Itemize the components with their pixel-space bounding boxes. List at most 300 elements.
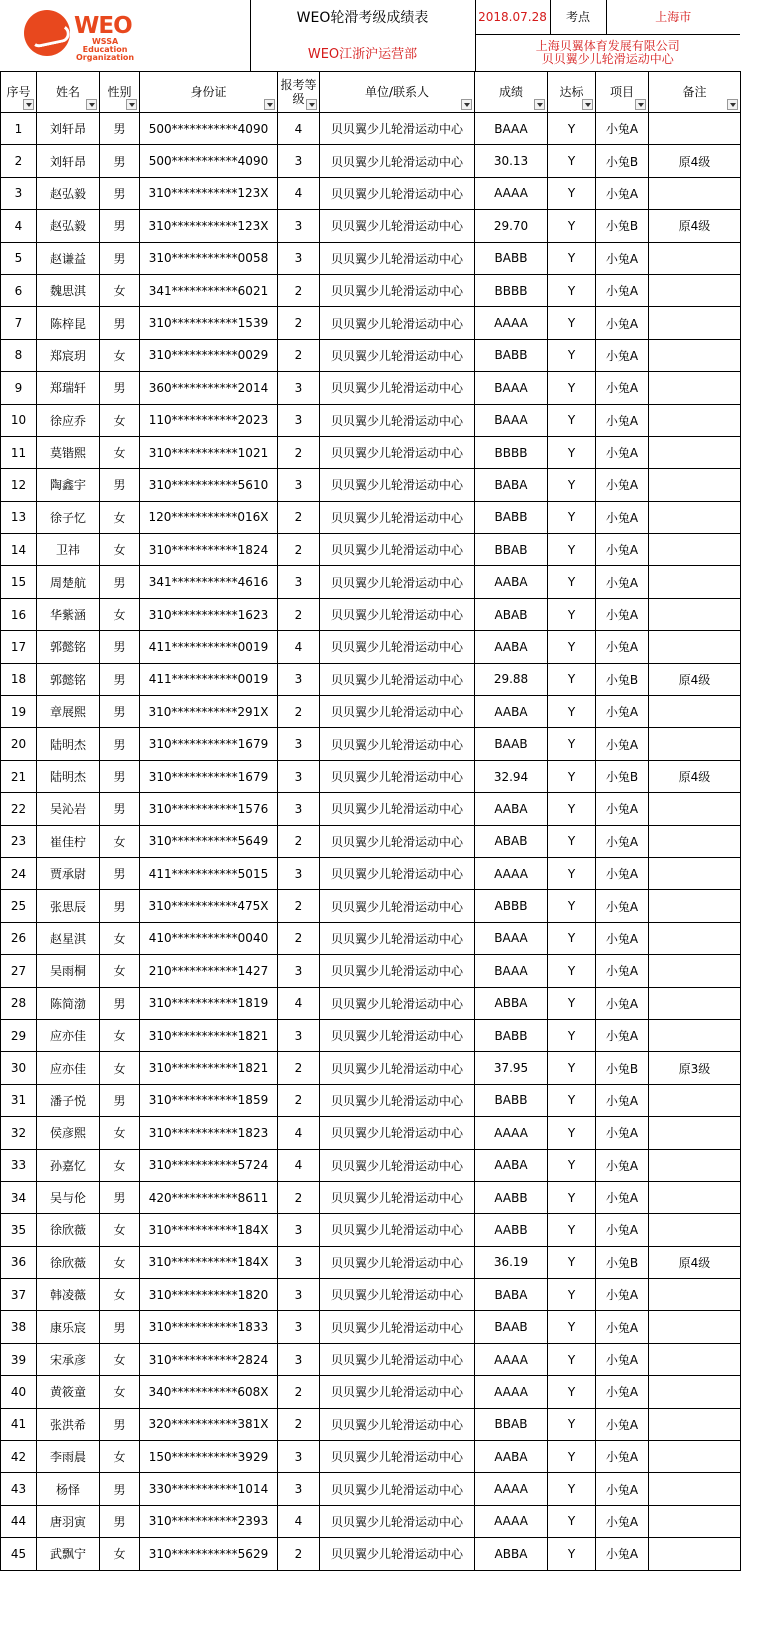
cell-remark — [649, 987, 741, 1019]
cell-name: 宋承彦 — [37, 1343, 100, 1375]
cell-gender: 男 — [100, 1473, 140, 1505]
table-row — [1, 825, 741, 857]
cell-gender: 男 — [100, 793, 140, 825]
cell-pass: Y — [548, 728, 596, 760]
filter-dropdown-icon[interactable] — [264, 99, 275, 110]
cell-remark — [649, 598, 741, 630]
cell-pass: Y — [548, 242, 596, 274]
cell-id: 340***********608X — [140, 1376, 278, 1408]
col-header-name[interactable]: 姓名 — [37, 72, 100, 113]
cell-unit: 贝贝翼少儿轮滑运动中心 — [320, 760, 475, 792]
table-row — [1, 1376, 741, 1408]
cell-level: 2 — [278, 1376, 320, 1408]
col-header-unit[interactable]: 单位/联系人 — [320, 72, 475, 113]
cell-level: 3 — [278, 566, 320, 598]
cell-pass: Y — [548, 1019, 596, 1051]
cell-name: 郑宸玥 — [37, 339, 100, 371]
cell-remark — [649, 339, 741, 371]
cell-score: BAAA — [475, 922, 548, 954]
table-row — [1, 436, 741, 468]
filter-dropdown-icon[interactable] — [461, 99, 472, 110]
cell-unit: 贝贝翼少儿轮滑运动中心 — [320, 145, 475, 177]
cell-remark: 原4级 — [649, 663, 741, 695]
cell-unit: 贝贝翼少儿轮滑运动中心 — [320, 1214, 475, 1246]
cell-unit: 贝贝翼少儿轮滑运动中心 — [320, 404, 475, 436]
cell-gender: 男 — [100, 728, 140, 760]
cell-unit: 贝贝翼少儿轮滑运动中心 — [320, 1408, 475, 1440]
cell-remark — [649, 1538, 741, 1570]
cell-gender: 男 — [100, 663, 140, 695]
cell-gender: 男 — [100, 566, 140, 598]
cell-name: 郑瑞轩 — [37, 372, 100, 404]
col-header-level[interactable]: 报考等级 — [278, 72, 320, 113]
table-row — [1, 501, 741, 533]
filter-dropdown-icon[interactable] — [727, 99, 738, 110]
table-row — [1, 1084, 741, 1116]
cell-gender: 男 — [100, 1408, 140, 1440]
cell-pass: Y — [548, 177, 596, 209]
cell-unit: 贝贝翼少儿轮滑运动中心 — [320, 113, 475, 145]
cell-id: 500***********4090 — [140, 113, 278, 145]
cell-unit: 贝贝翼少儿轮滑运动中心 — [320, 825, 475, 857]
cell-id: 320***********381X — [140, 1408, 278, 1440]
cell-item: 小兔B — [596, 1052, 649, 1084]
cell-item: 小兔A — [596, 922, 649, 954]
cell-level: 3 — [278, 1279, 320, 1311]
cell-unit: 贝贝翼少儿轮滑运动中心 — [320, 857, 475, 889]
cell-remark — [649, 1084, 741, 1116]
cell-id: 310***********1833 — [140, 1311, 278, 1343]
cell-score: AAAA — [475, 857, 548, 889]
cell-pass: Y — [548, 210, 596, 242]
cell-remark — [649, 1376, 741, 1408]
cell-score: AAAA — [475, 307, 548, 339]
cell-remark — [649, 1279, 741, 1311]
cell-name: 华紫涵 — [37, 598, 100, 630]
cell-seq: 32 — [1, 1117, 37, 1149]
cell-id: 120***********016X — [140, 501, 278, 533]
cell-pass: Y — [548, 1052, 596, 1084]
cell-remark: 原4级 — [649, 760, 741, 792]
cell-gender: 女 — [100, 534, 140, 566]
cell-score: AAAA — [475, 1505, 548, 1537]
cell-name: 侯彦熙 — [37, 1117, 100, 1149]
cell-level: 2 — [278, 1181, 320, 1213]
cell-id: 310***********1819 — [140, 987, 278, 1019]
cell-item: 小兔A — [596, 1311, 649, 1343]
cell-name: 周楚航 — [37, 566, 100, 598]
cell-pass: Y — [548, 534, 596, 566]
table-row — [1, 987, 741, 1019]
cell-item: 小兔A — [596, 339, 649, 371]
table-row — [1, 890, 741, 922]
cell-level: 4 — [278, 631, 320, 663]
cell-item: 小兔A — [596, 436, 649, 468]
cell-item: 小兔A — [596, 955, 649, 987]
cell-name: 郭懿铭 — [37, 631, 100, 663]
cell-level: 2 — [278, 501, 320, 533]
filter-dropdown-icon[interactable] — [86, 99, 97, 110]
cell-id: 310***********1679 — [140, 728, 278, 760]
cell-score: BABB — [475, 242, 548, 274]
cell-item: 小兔A — [596, 825, 649, 857]
cell-gender: 女 — [100, 1343, 140, 1375]
cell-unit: 贝贝翼少儿轮滑运动中心 — [320, 598, 475, 630]
score-table — [0, 71, 741, 1571]
cell-score: ABBA — [475, 987, 548, 1019]
cell-id: 310***********1820 — [140, 1279, 278, 1311]
cell-name: 徐子忆 — [37, 501, 100, 533]
cell-gender: 男 — [100, 145, 140, 177]
cell-unit: 贝贝翼少儿轮滑运动中心 — [320, 793, 475, 825]
cell-level: 2 — [278, 534, 320, 566]
filter-dropdown-icon[interactable] — [582, 99, 593, 110]
cell-level: 2 — [278, 1084, 320, 1116]
cell-id: 310***********123X — [140, 177, 278, 209]
table-row — [1, 534, 741, 566]
cell-seq: 2 — [1, 145, 37, 177]
cell-id: 410***********0040 — [140, 922, 278, 954]
cell-unit: 贝贝翼少儿轮滑运动中心 — [320, 631, 475, 663]
cell-pass: Y — [548, 598, 596, 630]
cell-name: 崔佳柠 — [37, 825, 100, 857]
cell-unit: 贝贝翼少儿轮滑运动中心 — [320, 1117, 475, 1149]
cell-level: 3 — [278, 663, 320, 695]
cell-gender: 男 — [100, 469, 140, 501]
cell-unit: 贝贝翼少儿轮滑运动中心 — [320, 469, 475, 501]
cell-gender: 男 — [100, 210, 140, 242]
cell-pass: Y — [548, 113, 596, 145]
cell-pass: Y — [548, 566, 596, 598]
cell-name: 莫锴熙 — [37, 436, 100, 468]
table-row — [1, 1181, 741, 1213]
cell-level: 4 — [278, 1505, 320, 1537]
cell-seq: 23 — [1, 825, 37, 857]
cell-item: 小兔A — [596, 1408, 649, 1440]
cell-pass: Y — [548, 1279, 596, 1311]
cell-seq: 24 — [1, 857, 37, 889]
cell-score: BAAA — [475, 113, 548, 145]
cell-seq: 10 — [1, 404, 37, 436]
cell-score: ABAB — [475, 598, 548, 630]
cell-remark — [649, 1181, 741, 1213]
cell-level: 3 — [278, 793, 320, 825]
cell-name: 卫祎 — [37, 534, 100, 566]
cell-item: 小兔A — [596, 1473, 649, 1505]
filter-dropdown-icon[interactable] — [534, 99, 545, 110]
cell-item: 小兔A — [596, 1117, 649, 1149]
cell-item: 小兔A — [596, 1376, 649, 1408]
cell-remark — [649, 890, 741, 922]
cell-seq: 25 — [1, 890, 37, 922]
cell-item: 小兔A — [596, 857, 649, 889]
table-row — [1, 307, 741, 339]
cell-seq: 20 — [1, 728, 37, 760]
cell-pass: Y — [548, 1343, 596, 1375]
cell-item: 小兔A — [596, 274, 649, 306]
cell-id: 310***********184X — [140, 1246, 278, 1278]
filter-dropdown-icon[interactable] — [23, 99, 34, 110]
table-row — [1, 728, 741, 760]
cell-level: 2 — [278, 339, 320, 371]
cell-pass: Y — [548, 404, 596, 436]
cell-unit: 贝贝翼少儿轮滑运动中心 — [320, 436, 475, 468]
cell-score: BAAA — [475, 404, 548, 436]
cell-seq: 44 — [1, 1505, 37, 1537]
table-row — [1, 1343, 741, 1375]
cell-item: 小兔A — [596, 1279, 649, 1311]
table-row — [1, 404, 741, 436]
cell-remark — [649, 1343, 741, 1375]
cell-remark — [649, 922, 741, 954]
cell-seq: 43 — [1, 1473, 37, 1505]
cell-seq: 5 — [1, 242, 37, 274]
cell-remark — [649, 436, 741, 468]
cell-remark — [649, 1149, 741, 1181]
cell-level: 4 — [278, 113, 320, 145]
cell-level: 3 — [278, 242, 320, 274]
cell-level: 2 — [278, 825, 320, 857]
cell-gender: 男 — [100, 890, 140, 922]
cell-level: 3 — [278, 404, 320, 436]
cell-name: 应亦佳 — [37, 1052, 100, 1084]
cell-remark — [649, 404, 741, 436]
cell-id: 330***********1014 — [140, 1473, 278, 1505]
cell-name: 陈梓昆 — [37, 307, 100, 339]
cell-pass: Y — [548, 631, 596, 663]
cell-seq: 36 — [1, 1246, 37, 1278]
cell-score: BAAB — [475, 1311, 548, 1343]
cell-seq: 42 — [1, 1441, 37, 1473]
cell-remark — [649, 372, 741, 404]
cell-id: 341***********6021 — [140, 274, 278, 306]
cell-gender: 男 — [100, 1181, 140, 1213]
cell-pass: Y — [548, 469, 596, 501]
cell-gender: 男 — [100, 1311, 140, 1343]
cell-gender: 女 — [100, 1279, 140, 1311]
cell-unit: 贝贝翼少儿轮滑运动中心 — [320, 1441, 475, 1473]
cell-pass: Y — [548, 696, 596, 728]
table-row — [1, 1538, 741, 1570]
cell-level: 3 — [278, 1343, 320, 1375]
cell-level: 2 — [278, 696, 320, 728]
exam-date: 2018.07.28 — [475, 0, 550, 34]
cell-remark — [649, 469, 741, 501]
cell-unit: 贝贝翼少儿轮滑运动中心 — [320, 663, 475, 695]
col-header-score[interactable]: 成绩 — [475, 72, 548, 113]
col-header-pass[interactable]: 达标 — [548, 72, 596, 113]
table-row — [1, 955, 741, 987]
cell-seq: 18 — [1, 663, 37, 695]
cell-name: 魏思淇 — [37, 274, 100, 306]
cell-score: BABB — [475, 1019, 548, 1051]
cell-name: 陆明杰 — [37, 728, 100, 760]
cell-gender: 女 — [100, 339, 140, 371]
cell-unit: 贝贝翼少儿轮滑运动中心 — [320, 1505, 475, 1537]
cell-id: 310***********1539 — [140, 307, 278, 339]
cell-seq: 12 — [1, 469, 37, 501]
cell-seq: 35 — [1, 1214, 37, 1246]
cell-item: 小兔A — [596, 728, 649, 760]
cell-gender: 女 — [100, 1214, 140, 1246]
cell-gender: 女 — [100, 598, 140, 630]
cell-seq: 29 — [1, 1019, 37, 1051]
exam-location-label: 考点 — [550, 0, 606, 34]
table-row — [1, 696, 741, 728]
cell-item: 小兔A — [596, 1538, 649, 1570]
cell-level: 2 — [278, 436, 320, 468]
cell-seq: 31 — [1, 1084, 37, 1116]
cell-id: 310***********475X — [140, 890, 278, 922]
cell-seq: 1 — [1, 113, 37, 145]
cell-id: 310***********1021 — [140, 436, 278, 468]
cell-pass: Y — [548, 501, 596, 533]
col-header-item[interactable]: 项目 — [596, 72, 649, 113]
company-info — [475, 34, 740, 71]
cell-item: 小兔A — [596, 469, 649, 501]
cell-item: 小兔B — [596, 1246, 649, 1278]
cell-item: 小兔A — [596, 307, 649, 339]
cell-seq: 8 — [1, 339, 37, 371]
cell-unit: 贝贝翼少儿轮滑运动中心 — [320, 1019, 475, 1051]
cell-item: 小兔A — [596, 1505, 649, 1537]
cell-pass: Y — [548, 890, 596, 922]
cell-item: 小兔A — [596, 1441, 649, 1473]
col-header-remark[interactable]: 备注 — [649, 72, 741, 113]
cell-score: AABA — [475, 793, 548, 825]
exam-location: 上海市 — [606, 0, 740, 34]
cell-score: AAAA — [475, 1343, 548, 1375]
cell-pass: Y — [548, 1117, 596, 1149]
cell-name: 吴沁岩 — [37, 793, 100, 825]
weo-logo-icon: WEO WSSA Education Organization — [24, 10, 144, 62]
cell-score: AABA — [475, 566, 548, 598]
cell-remark — [649, 955, 741, 987]
cell-id: 310***********5724 — [140, 1149, 278, 1181]
cell-score: 29.70 — [475, 210, 548, 242]
cell-remark: 原4级 — [649, 145, 741, 177]
cell-pass: Y — [548, 987, 596, 1019]
cell-seq: 9 — [1, 372, 37, 404]
cell-level: 3 — [278, 1214, 320, 1246]
cell-item: 小兔A — [596, 987, 649, 1019]
table-row — [1, 1505, 741, 1537]
filter-dropdown-icon[interactable] — [306, 99, 317, 110]
col-header-seq[interactable]: 序号 — [1, 72, 37, 113]
cell-name: 赵星淇 — [37, 922, 100, 954]
cell-gender: 女 — [100, 404, 140, 436]
cell-remark — [649, 1019, 741, 1051]
cell-gender: 女 — [100, 274, 140, 306]
cell-name: 赵弘毅 — [37, 210, 100, 242]
cell-unit: 贝贝翼少儿轮滑运动中心 — [320, 1052, 475, 1084]
cell-seq: 28 — [1, 987, 37, 1019]
cell-name: 陶鑫宇 — [37, 469, 100, 501]
cell-score: AABB — [475, 1214, 548, 1246]
cell-id: 310***********1679 — [140, 760, 278, 792]
cell-pass: Y — [548, 760, 596, 792]
company-line-2: 贝贝翼少儿轮滑运动中心 — [541, 51, 674, 66]
cell-gender: 女 — [100, 1019, 140, 1051]
cell-pass: Y — [548, 1149, 596, 1181]
cell-score: AABB — [475, 1181, 548, 1213]
cell-pass: Y — [548, 1408, 596, 1440]
cell-name: 刘轩昂 — [37, 145, 100, 177]
cell-remark — [649, 857, 741, 889]
filter-dropdown-icon[interactable] — [126, 99, 137, 110]
cell-pass: Y — [548, 793, 596, 825]
table-row — [1, 566, 741, 598]
cell-name: 刘轩昂 — [37, 113, 100, 145]
cell-id: 411***********0019 — [140, 631, 278, 663]
cell-score: BBAB — [475, 1408, 548, 1440]
cell-seq: 22 — [1, 793, 37, 825]
cell-pass: Y — [548, 663, 596, 695]
col-header-id[interactable]: 身份证 — [140, 72, 278, 113]
cell-seq: 21 — [1, 760, 37, 792]
cell-item: 小兔A — [596, 242, 649, 274]
cell-name: 赵弘毅 — [37, 177, 100, 209]
cell-item: 小兔A — [596, 1019, 649, 1051]
cell-seq: 40 — [1, 1376, 37, 1408]
cell-score: BBBB — [475, 274, 548, 306]
column-header-row — [1, 72, 741, 113]
cell-remark — [649, 177, 741, 209]
cell-name: 章展熙 — [37, 696, 100, 728]
filter-dropdown-icon[interactable] — [635, 99, 646, 110]
cell-name: 徐欣薇 — [37, 1214, 100, 1246]
cell-remark — [649, 566, 741, 598]
cell-name: 韩凌薇 — [37, 1279, 100, 1311]
cell-level: 3 — [278, 145, 320, 177]
cell-remark — [649, 1311, 741, 1343]
cell-score: AABA — [475, 1149, 548, 1181]
cell-unit: 贝贝翼少儿轮滑运动中心 — [320, 922, 475, 954]
cell-item: 小兔A — [596, 1343, 649, 1375]
cell-gender: 男 — [100, 177, 140, 209]
table-row — [1, 242, 741, 274]
cell-remark — [649, 1441, 741, 1473]
cell-gender: 女 — [100, 1149, 140, 1181]
cell-gender: 女 — [100, 1441, 140, 1473]
cell-remark — [649, 1408, 741, 1440]
cell-pass: Y — [548, 339, 596, 371]
cell-score: AAAA — [475, 1376, 548, 1408]
cell-seq: 15 — [1, 566, 37, 598]
cell-gender: 女 — [100, 825, 140, 857]
cell-unit: 贝贝翼少儿轮滑运动中心 — [320, 372, 475, 404]
cell-name: 贾承尉 — [37, 857, 100, 889]
table-row — [1, 113, 741, 145]
table-row — [1, 1311, 741, 1343]
cell-item: 小兔A — [596, 1181, 649, 1213]
cell-level: 3 — [278, 1441, 320, 1473]
cell-pass: Y — [548, 1473, 596, 1505]
cell-id: 360***********2014 — [140, 372, 278, 404]
cell-remark — [649, 501, 741, 533]
cell-item: 小兔A — [596, 890, 649, 922]
cell-gender: 女 — [100, 1538, 140, 1570]
cell-gender: 女 — [100, 1117, 140, 1149]
cell-level: 3 — [278, 1473, 320, 1505]
col-header-gender[interactable]: 性别 — [100, 72, 140, 113]
cell-unit: 贝贝翼少儿轮滑运动中心 — [320, 1343, 475, 1375]
cell-id: 310***********5649 — [140, 825, 278, 857]
cell-unit: 贝贝翼少儿轮滑运动中心 — [320, 1376, 475, 1408]
sheet-subtitle: WEO江浙沪运营部 — [307, 47, 418, 62]
cell-id: 310***********5629 — [140, 1538, 278, 1570]
cell-name: 潘子悦 — [37, 1084, 100, 1116]
